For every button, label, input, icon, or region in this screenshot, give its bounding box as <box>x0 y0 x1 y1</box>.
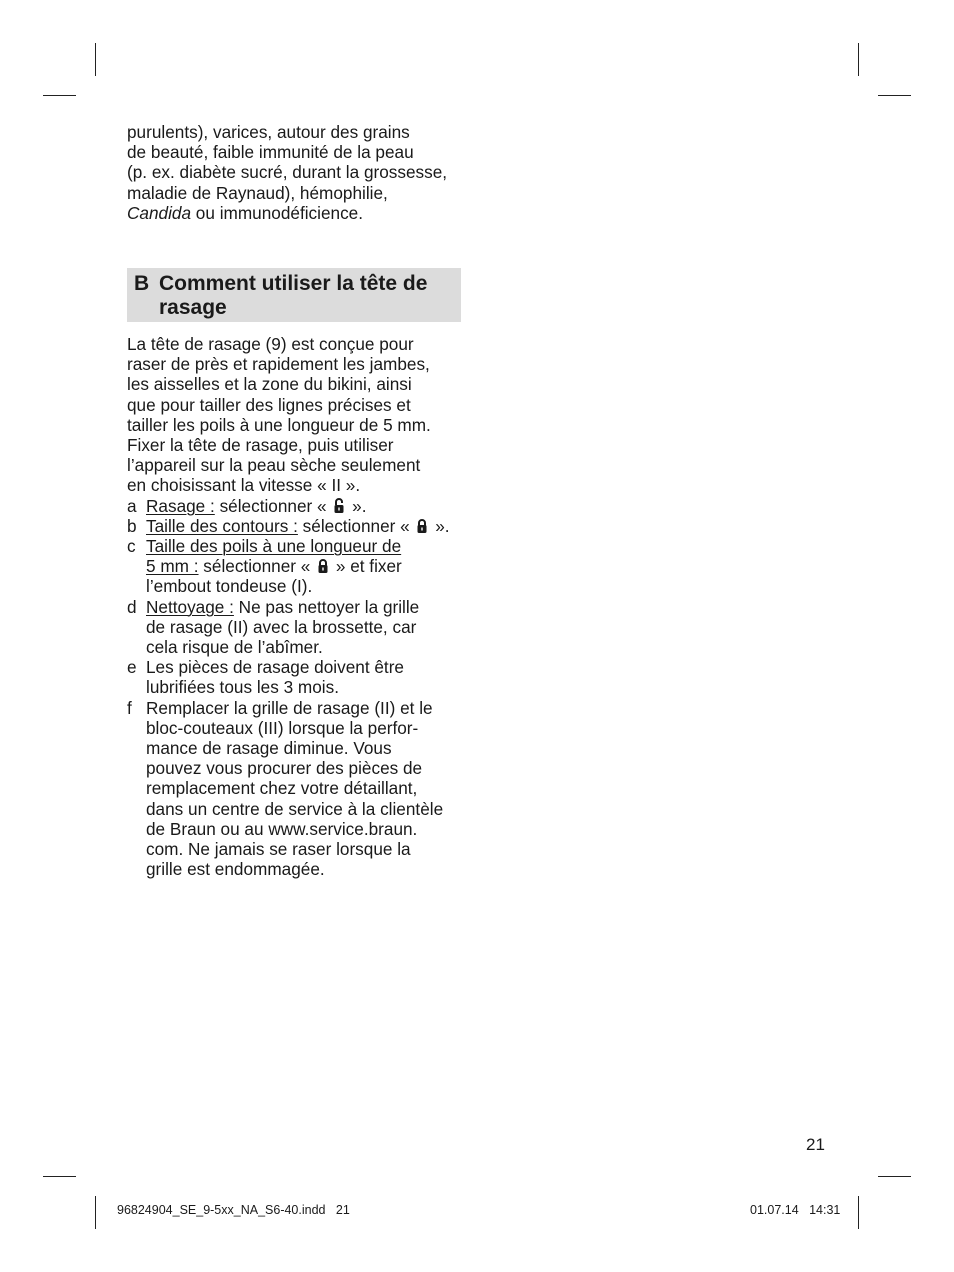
list-item-a: a Rasage : sélectionner « ». <box>127 495 367 516</box>
item-label: Taille des poils à une longueur de <box>146 536 402 557</box>
crop-mark-top-right-v <box>858 43 859 76</box>
item-label: Rasage : <box>146 495 215 516</box>
page-number: 21 <box>806 1135 825 1154</box>
section-heading <box>127 268 461 322</box>
section-letter: B <box>134 272 150 295</box>
unlock-icon <box>333 498 345 514</box>
crop-mark-top-left-v <box>95 43 96 76</box>
list-item-e: e Les pièces de rasage doivent être lubrifiées tous les 3 mois. <box>127 657 404 698</box>
lock-icon <box>317 558 329 574</box>
intro-line: purulents), varices, autour des grains <box>127 122 410 142</box>
crop-mark-top-left-h <box>43 95 76 96</box>
list-item-c: c Taille des poils à une longueur de 5 mm : sélectionner « » et fixer l’embout tondeuse (I). <box>127 536 402 597</box>
body-line: tailler les poils à une longueur de 5 mm. <box>127 414 431 435</box>
intro-line: de beauté, faible immunité de la peau <box>127 142 414 163</box>
body-line: l’appareil sur la peau sèche seulement <box>127 455 421 476</box>
item-label: 5 mm : <box>146 556 199 577</box>
crop-mark-bottom-right-h <box>878 1176 911 1177</box>
slug-date: 01.07.14 14:31 <box>750 1203 841 1217</box>
body-line: raser de près et rapidement les jambes, <box>127 354 430 375</box>
body-line: que pour tailler des lignes précises et <box>127 394 411 415</box>
crop-mark-top-right-h <box>878 95 911 96</box>
crop-mark-bottom-right-v <box>858 1196 859 1229</box>
slug-file-info: 96824904_SE_9-5xx_NA_S6-40.indd 21 <box>117 1203 350 1217</box>
body-line: les aisselles et la zone du bikini, ainsi <box>127 374 412 395</box>
intro-line: maladie de Raynaud), hémophilie, <box>127 182 388 203</box>
body-line: Fixer la tête de rasage, puis utiliser <box>127 435 394 456</box>
instruction-list <box>127 496 467 880</box>
body-line: en choisissant la vitesse « II ». <box>127 475 361 496</box>
list-item-d: d Nettoyage : Ne pas nettoyer la grille de rasage (II) avec la brossette, car cela risque de l’abîmer. <box>127 596 420 658</box>
crop-mark-bottom-left-h <box>43 1176 76 1177</box>
intro-paragraph <box>127 122 467 223</box>
item-label: Nettoyage : <box>146 596 234 617</box>
item-label: Taille des contours : <box>146 515 298 536</box>
list-item-b: b Taille des contours : sélectionner « ». <box>127 515 450 536</box>
body-line: La tête de rasage (9) est conçue pour <box>127 334 414 354</box>
section-title: Comment utiliser la tête de rasage <box>159 272 428 319</box>
list-item-f: f Remplacer la grille de rasage (II) et le bloc-couteaux (III) lorsque la perfor- mance de rasage diminue. Vous pouvez vous procurer des pièces de remplacement chez votre détaillant, dans un centre de service à la clientèle de Braun ou au www.service.braun. com. Ne jamais se raser lorsque la grille est endommagée. <box>127 697 444 880</box>
candida-italic: Candida <box>127 202 192 223</box>
section-body <box>127 334 467 879</box>
intro-line: Candida ou immunodéficience. <box>127 202 363 223</box>
lock-icon <box>416 518 428 534</box>
intro-line: (p. ex. diabète sucré, durant la grossesse, <box>127 162 448 183</box>
crop-mark-bottom-left-v <box>95 1196 96 1229</box>
